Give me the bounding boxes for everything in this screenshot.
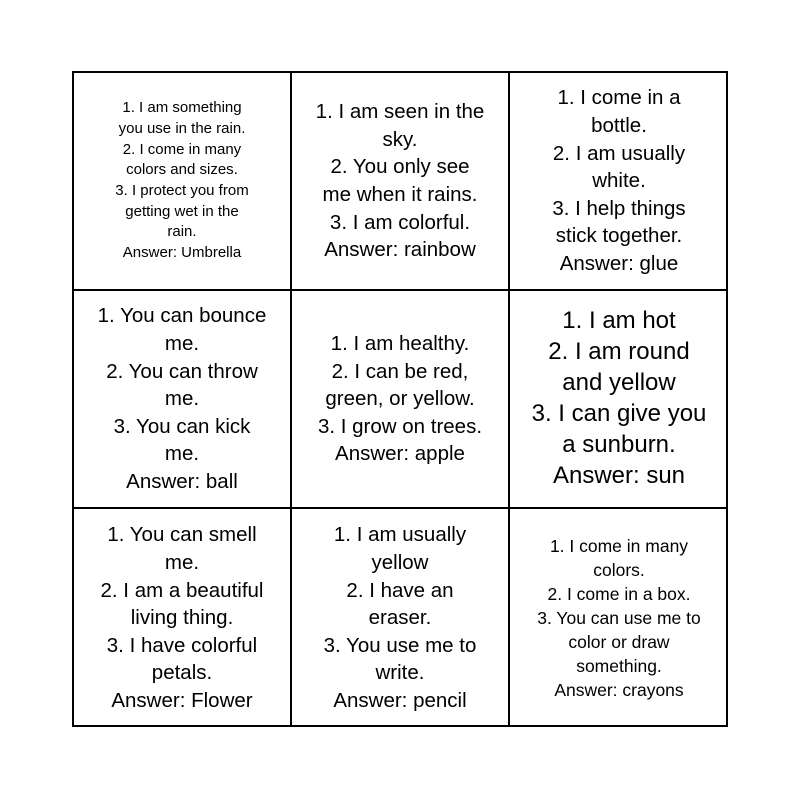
riddle-text: 1. I come in a bottle. 2. I am usually white. 3. I help things stick together. Answer: glue	[552, 86, 686, 275]
bingo-cell-apple	[292, 291, 510, 509]
bingo-cell-ball	[74, 291, 292, 509]
riddle-text: 1. You can bounce me. 2. You can throw me. 3. You can kick me. Answer: ball	[97, 304, 267, 493]
bingo-cell-rainbow	[292, 73, 510, 291]
riddle-text: 1. I am seen in the sky. 2. You only see me when it rains. 3. I am colorful. Answer: rainbow	[315, 100, 485, 262]
bingo-card-grid	[72, 71, 728, 727]
riddle-text: 1. I come in many colors. 2. I come in a box. 3. You can use me to color or draw something. Answer: crayons	[537, 536, 701, 700]
bingo-cell-pencil	[292, 509, 510, 727]
bingo-cell-flower	[74, 509, 292, 727]
riddle-text: 1. I am something you use in the rain. 2. I come in many colors and sizes. 3. I protect you from getting wet in the rain. Answer: Umbrella	[115, 99, 249, 262]
bingo-cell-umbrella	[74, 73, 292, 291]
bingo-cell-sun	[510, 291, 728, 509]
bingo-cell-crayons	[510, 509, 728, 727]
riddle-text: 1. I am healthy. 2. I can be red, green, or yellow. 3. I grow on trees. Answer: apple	[317, 332, 483, 466]
riddle-text: 1. I am usually yellow 2. I have an eraser. 3. You use me to write. Answer: pencil	[323, 523, 477, 712]
riddle-text: 1. You can smell me. 2. I am a beautiful living thing. 3. I have colorful petals. Answer: Flower	[100, 523, 264, 712]
bingo-cell-glue	[510, 73, 728, 291]
riddle-text: 1. I am hot 2. I am round and yellow 3. I can give you a sunburn. Answer: sun	[531, 307, 707, 489]
